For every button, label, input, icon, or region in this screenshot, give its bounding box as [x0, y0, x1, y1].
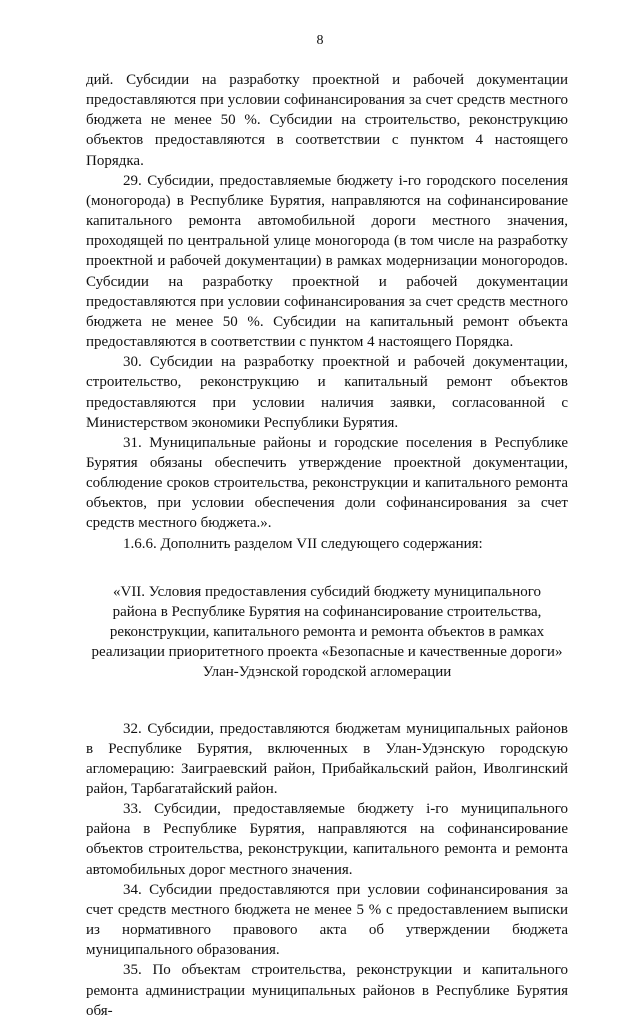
- paragraph-1-6-6: 1.6.6. Дополнить разделом VII следующего содержания:: [123, 535, 483, 552]
- page-number: 8: [316, 33, 324, 48]
- paragraph-32: 32. Субсидии, предоставляются бюджетам муниципальных районов в Республике Бурятия, включенных в Улан-Удэнскую городскую агломерацию: Заиграевский район, Прибайкальский район, Иволгинский район, Тарбагатайский район.: [86, 720, 568, 797]
- section-heading-line: реализации приоритетного проекта «Безопасные и качественные дороги»: [91, 644, 563, 661]
- section-heading-line: «VII. Условия предоставления субсидий бюджету муниципального: [112, 583, 542, 600]
- paragraph-34: 34. Субсидии предоставляются при условии софинансирования за счет средств местного бюджета не менее 5 % с предоставлением выписки из нормативного правового акта об утверждении бюджета муниципального образования.: [86, 881, 568, 959]
- section-heading-line: района в Республике Бурятия на софинансирование строительства,: [112, 603, 542, 620]
- paragraph-30: 30. Субсидии на разработку проектной и рабочей документации, строительство, реконструкцию и капитальный ремонт объектов предоставляются при условии наличия заявки, согласованной с Министерством экономики Республики Бурятия.: [86, 354, 568, 431]
- document-body: [86, 70, 568, 1021]
- paragraph-35: 35. По объектам строительства, реконструкции и капитального ремонта администрации муниципальных районов в Республике Бурятия обя-: [86, 962, 568, 1019]
- paragraph-29: 29. Субсидии, предоставляемые бюджету i-го городского поселения (моногорода) в Республике Бурятия, направляются на софинансирование капитального ремонта автомобильной дороги местного значения, проходящей по центральной улице моногорода (в том числе на разработку проектной и рабочей документации) в рамках модернизации моногородов. Субсидии на разработку проектной и рабочей документации предоставляются при условии софинансирования за счет средств местного бюджета не менее 50 %. Субсидии на капитальный ремонт объекта предоставляются в соответствии с пунктом 4 настоящего Порядка.: [86, 172, 568, 351]
- section-heading-line: Улан-Удэнской городской агломерации: [202, 664, 452, 681]
- section-heading: [86, 582, 568, 683]
- paragraph-33: 33. Субсидии, предоставляемые бюджету i-го муниципального района в Республике Бурятия, направляются на софинансирование объектов строительства, реконструкции, капитального ремонта и ремонта автомобильных дорог местного значения.: [86, 801, 568, 878]
- paragraph-continuation: дий. Субсидии на разработку проектной и рабочей документации предоставляются при условии софинансирования за счет средств местного бюджета не менее 50 %. Субсидии на строительство, реконструкцию объектов предоставляются в соответствии с пунктом 4 настоящего Порядка.: [86, 72, 568, 169]
- section-heading-line: реконструкции, капитального ремонта и ремонта объектов в рамках: [109, 624, 545, 641]
- paragraph-31: 31. Муниципальные районы и городские поселения в Республике Бурятия обязаны обеспечить утверждение проектной документации, соблюдение сроков строительства, реконструкции и капитального ремонта объектов, при условии обеспечения доли софинансирования за счет средств местного бюджета.».: [86, 434, 568, 532]
